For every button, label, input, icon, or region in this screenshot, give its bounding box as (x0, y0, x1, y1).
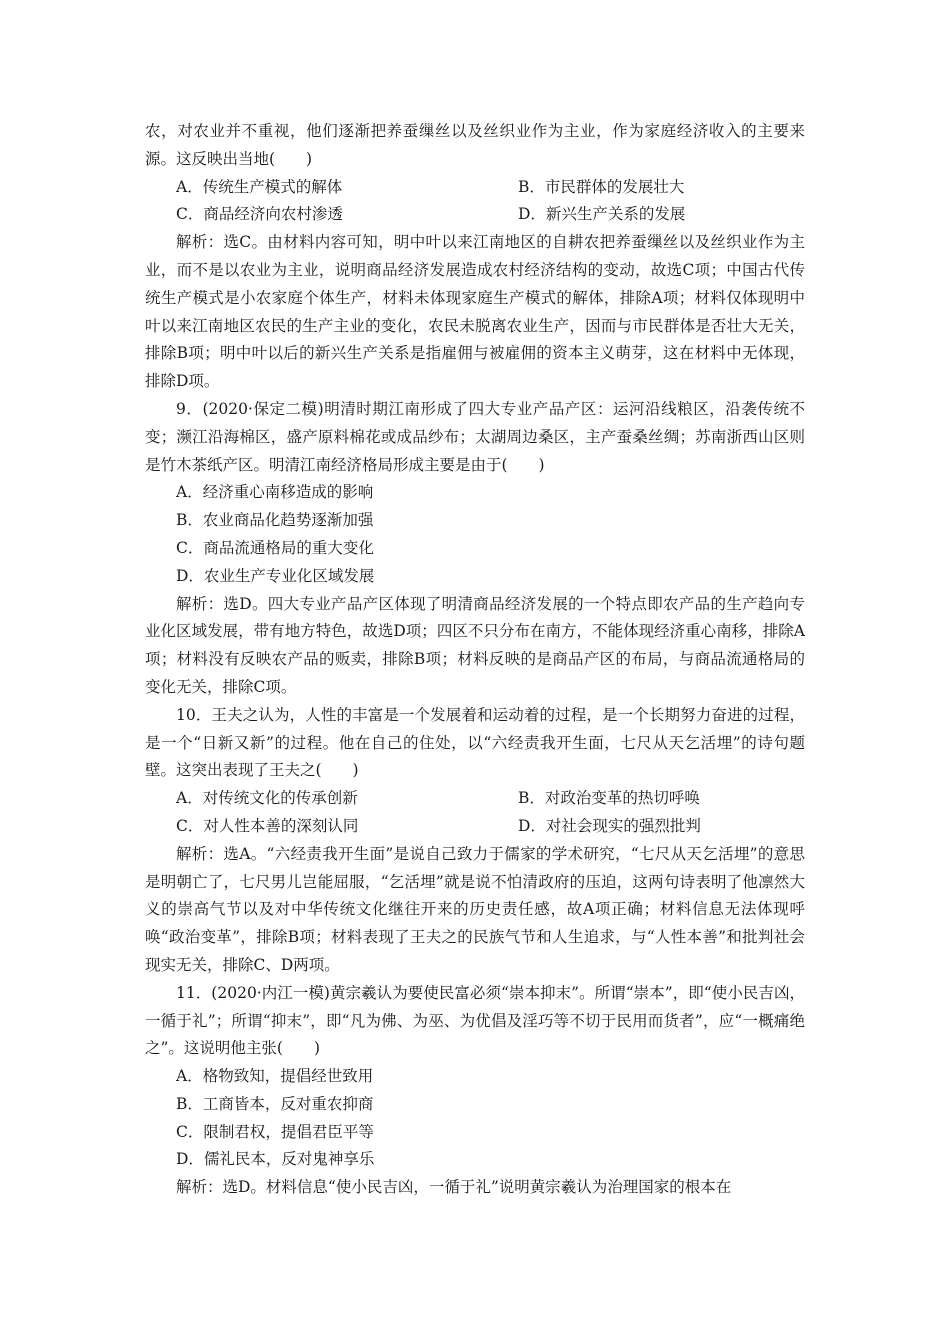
q10-option-d: D．对社会现实的强烈批判 (518, 816, 701, 835)
q8-stem-continuation: 农，对农业并不重视，他们逐渐把养蚕缫丝以及丝织业作为主业，作为家庭经济收入的主要来源。这反映出当地( ) (145, 122, 805, 168)
q8-option-a: A．传统生产模式的解体 (176, 177, 343, 196)
q11-option-b: B．工商皆本，反对重农抑商 (176, 1094, 374, 1113)
q10-option-c: C．对人性本善的深刻认同 (176, 816, 359, 835)
q11-stem: 11．(2020·内江一模)黄宗羲认为要使民富必须“崇本抑末”。所谓“崇本”，即“使小民吉凶，一循于礼”；所谓“抑末”，即“凡为佛、为巫、为优倡及淫巧等不切于民用而货者”，应“一概痛绝之”。这说明他主张( ) (145, 983, 805, 1058)
q11-option-d: D．儒礼民本，反对鬼神享乐 (176, 1150, 375, 1169)
q10-option-b: B．对政治变革的热切呼唤 (518, 789, 700, 808)
q8-option-d: D．新兴生产关系的发展 (518, 205, 686, 224)
q11-options (145, 1063, 805, 1174)
q9-option-a: A．经济重心南移造成的影响 (176, 483, 374, 502)
q10-analysis: 解析：选A。“六经责我开生面”是说自己致力于儒家的学术研究，“七尺从天乞活埋”的意思是明朝亡了，七尺男儿岂能屈服，“乞活埋”就是说不怕清政府的压迫，这两句诗表明了他凛然大义的崇高气节以及对中华传统文化继往开来的历史责任感，故A项正确；材料信息无法体现呼唤“政治变革”，排除B项；材料表现了王夫之的民族气节和人生追求，与“人性本善”和批判社会现实无关，排除C、D两项。 (145, 844, 805, 974)
q9-option-c: C．商品流通格局的重大变化 (176, 538, 374, 557)
q9-stem: 9．(2020·保定二模)明清时期江南形成了四大专业产品产区：运河沿线粮区，沿袭传统不变；濒江沿海棉区，盛产原料棉花或成品纱布；太湖周边桑区，主产蚕桑丝绸；苏南浙西山区则是竹木茶纸产区。明清江南经济格局形成主要是由于( ) (145, 399, 805, 474)
q10-options (145, 785, 805, 841)
q10-option-a: A．对传统文化的传承创新 (176, 789, 358, 808)
q11-analysis: 解析：选D。材料信息“使小民吉凶，一循于礼”说明黄宗羲认为治理国家的根本在 (176, 1178, 732, 1197)
document-page (145, 118, 805, 1202)
q9-analysis: 解析：选D。四大专业产品产区体现了明清商品经济发展的一个特点即农产品的生产趋向专业化区域发展，带有地方特色，故选D项；四区不只分布在南方，不能体现经济重心南移，排除A项；材料没有反映农产品的贩卖，排除B项；材料反映的是商品产区的布局，与商品流通格局的变化无关，排除C项。 (145, 594, 805, 696)
q8-options (145, 174, 805, 230)
q8-option-c: C．商品经济向农村渗透 (176, 205, 343, 224)
q8-analysis: 解析：选C。由材料内容可知，明中叶以来江南地区的自耕农把养蚕缫丝以及丝织业作为主业，而不是以农业为主业，说明商品经济发展造成农村经济结构的变动，故选C项；中国古代传统生产模式是小农家庭个体生产，材料未体现家庭生产模式的解体，排除A项；材料仅体现明中叶以来江南地区农民的生产主业的变化，农民未脱离农业生产，因而与市民群体是否壮大无关，排除B项；明中叶以后的新兴生产关系是指雇佣与被雇佣的资本主义萌芽，这在材料中无体现，排除D项。 (145, 233, 805, 391)
q8-option-b: B．市民群体的发展壮大 (518, 177, 685, 196)
q10-stem: 10．王夫之认为，人性的丰富是一个发展着和运动着的过程，是一个长期努力奋进的过程，是一个“日新又新”的过程。他在自己的住处，以“六经责我开生面，七尺从天乞活埋”的诗句题壁。这突出表现了王夫之( ) (145, 705, 805, 780)
q9-option-b: B．农业商品化趋势逐渐加强 (176, 511, 374, 530)
q9-option-d: D．农业生产专业化区域发展 (176, 566, 375, 585)
q9-options (145, 479, 805, 590)
q11-option-a: A．格物致知，提倡经世致用 (176, 1067, 374, 1086)
q11-option-c: C．限制君权，提倡君臣平等 (176, 1122, 374, 1141)
